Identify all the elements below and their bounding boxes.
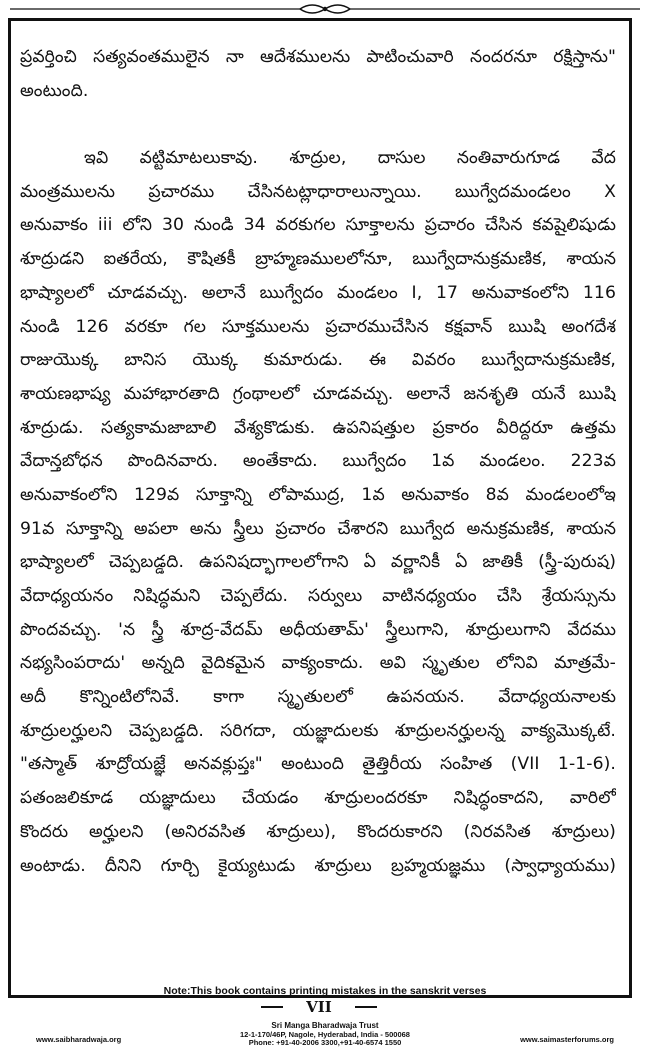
text-line: శాయణభాష్య మహాభారతాది గ్రంథాలలో చూడవచ్చు. అలానే జనశృతి యనే ఋషి — [20, 383, 616, 404]
text-line: ఇవి వట్టిమాటలుకావు. శూద్రుల, దాసుల నంతివారుగూడ వేద — [84, 148, 616, 169]
text-line: అనువాకంలోని 129వ సూక్తాన్ని లోపాముద్ర, 1వ అనువాకం 8వ మండలంలోఇ — [20, 484, 616, 505]
text-line: అనువాకం iii లోని 30 నుండి 34 వరకుగల సూక్తాలను ప్రచారం చేసిన కవషైలిషుడు — [20, 215, 616, 236]
trust-phone: Phone: +91-40-2006 3300,+91-40-6574 1550 — [248, 1038, 402, 1047]
text-line: కొందరు అర్హులని (అనిరవసిత శూద్రులు), కొందరుకారని (నిరవసిత శూద్రులు) — [20, 821, 616, 842]
text-line: పొందవచ్చు. 'న స్త్రీ శూద్ర-వేదమ్ అధీయతామ్' స్త్రీలుగాని, శూద్రులుగాని వేదము — [20, 619, 616, 640]
text-line: "తస్మాత్ శూద్రోయజ్ఞే అనవక్లుప్తః" అంటుంది తైత్తిరీయ సంహిత (VII 1-1-6). — [20, 754, 616, 775]
text-line: అంటుంది. — [20, 80, 89, 101]
top-ornament-graphic — [0, 3, 650, 15]
top-ornament — [0, 4, 650, 14]
text-line: భాష్యాలలో చూడవచ్చు. అలానే ఋగ్వేదం మండలం I, 17 అనువాకంలోని 116 — [20, 282, 616, 303]
text-line: శూద్రుడని ఐతరేయ, కౌషితకీ బ్రాహ్మణములలోనూ, ఋగ్వేదానుక్రమణిక, శాయన — [20, 249, 616, 270]
text-line: పతంజలికూడ యజ్ఞాదులు చేయడం శూద్రులందరకూ నిషిద్ధంకాదని, వారిలో — [20, 788, 616, 809]
trust-name: Sri Manga Bharadwaja Trust — [271, 1021, 379, 1030]
footer-website-right[interactable]: www.saimasterforums.org — [520, 1035, 614, 1044]
trust-address: 12-1-170/46P, Nagole, Hyderabad, India - 500068 — [240, 1029, 410, 1039]
text-line: వేదాన్తబోధన పొందినవారు. అంతేకాదు. ఋగ్వేదం 1వ మండలం. 223వ — [20, 451, 616, 472]
text-line: నభ్యసింపరాదు' అన్నది వైదికమైన వాక్యంకాదు. అవి స్మృతుల లోనివి మాత్రమే- — [20, 653, 616, 674]
footer-website-left[interactable]: www.saibharadwaja.org — [36, 1035, 122, 1044]
text-line: రాజుయొక్క బానిస యొక్క కుమారుడు. ఈ వివరం ఋగ్వేదానుక్రమణిక, — [20, 350, 616, 371]
printing-note: Note:This book contains printing mistakes in the sanskrit verses — [163, 985, 487, 997]
text-line: ప్రవర్తించి సత్యవంతములైన నా ఆదేశములను పాటించువారి నందరనూ రక్షిస్తాను" — [20, 47, 616, 67]
text-line: భాష్యాలలో చెప్పబడ్డది. ఉపనిషద్భాగాలలోగాని ఏ వర్ణానికీ ఏ జాతికీ (స్త్రీ-పురుష) — [20, 552, 616, 573]
text-line: అదీ కొన్నింటిలోనివే. కాగా స్మృతులలో ఉపనయన. వేదాధ్యయనాలకు — [20, 687, 616, 708]
page-number: VII — [287, 996, 351, 1018]
text-line: శూద్రులర్హులని చెప్పబడ్డది. సరిగదా, యజ్ఞాదులకు శూద్రులనర్హులన్న వాక్యమొక్కటే. — [20, 720, 616, 741]
paragraph-gap — [20, 108, 616, 142]
body-text — [20, 41, 616, 883]
text-line: వేదాధ్యయనం నిషిద్ధమని చెప్పలేదు. సర్వులు వాటినధ్యయం చేసి శ్రేయస్సును — [20, 586, 616, 606]
text-line: అంటాడు. దీనిని గూర్చి కైయ్యటుడు శూద్రులు బ్రహ్మయజ్ఞము (స్వాధ్యాయము) — [20, 855, 616, 876]
text-line: నుండి 126 వరకూ గల సూక్తములను ప్రచారముచేసిన కక్షవాన్ ఋషి అంగదేశ — [20, 316, 616, 337]
text-line: 91వ సూక్తాన్ని అపలా అను స్త్రీలు ప్రచారం చేశారని ఋగ్వేద అనుక్రమణిక, శాయన — [20, 518, 616, 539]
text-line: శూద్రుడు. సత్యకామజాబాలి వేశ్యకొడుకు. ఉపనిషత్తుల ప్రకారం వీరిద్దరూ ఉత్తమ — [20, 417, 616, 438]
text-line: మంత్రములను ప్రచారము చేసినటట్లాధారాలున్నాయి. ఋగ్వేదమండలం X — [20, 181, 616, 202]
